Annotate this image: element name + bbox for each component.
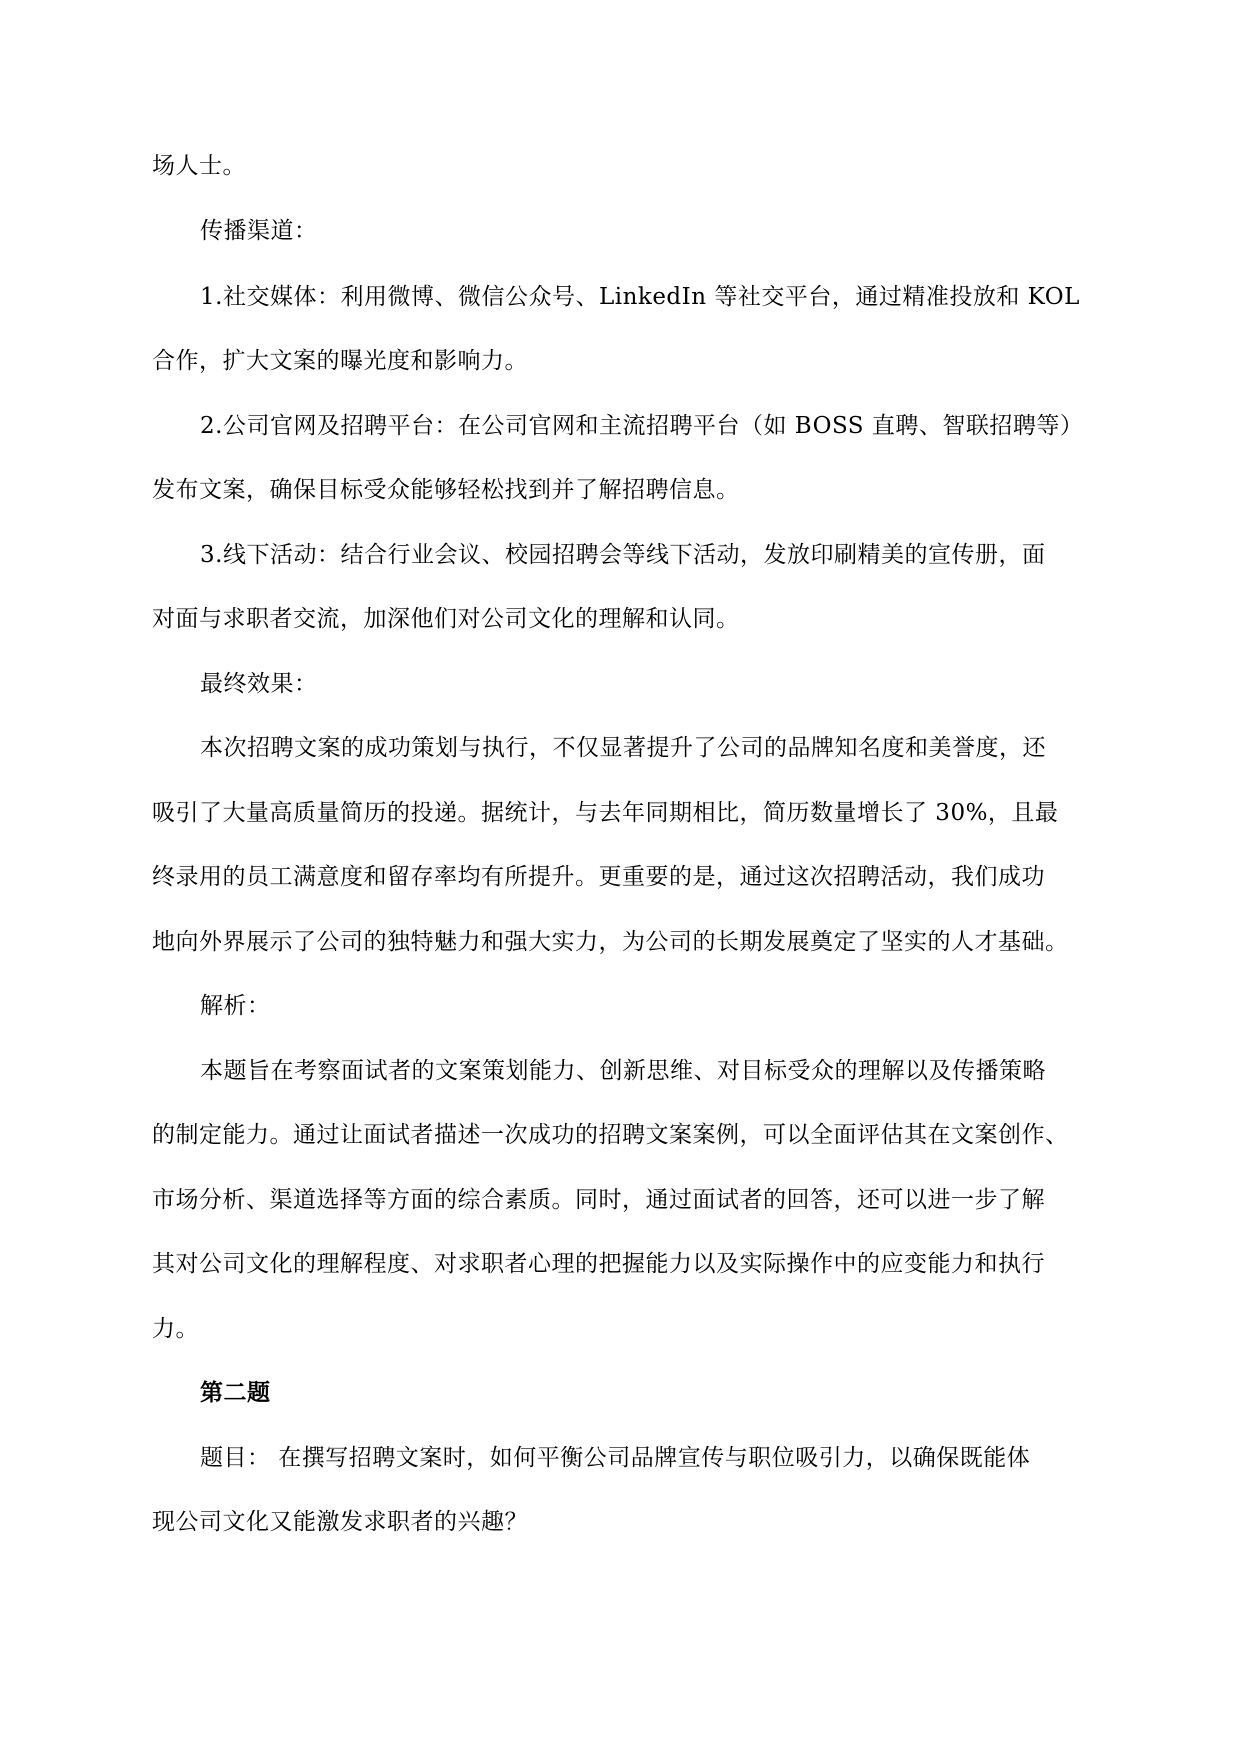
text-line: 合作，扩大文案的曝光度和影响力。: [152, 348, 528, 374]
text-line: 吸引了大量高质量简历的投递。据统计，与去年同期相比，简历数量增长了 30%，且最: [152, 800, 1059, 826]
section-heading: 第二题: [200, 1379, 271, 1406]
text-line: 本次招聘文案的成功策划与执行，不仅显著提升了公司的品牌知名度和美誉度，还: [200, 735, 1046, 761]
text-line: 本题旨在考察面试者的文案策划能力、创新思维、对目标受众的理解以及传播策略: [200, 1058, 1046, 1084]
text-line: 解析：: [200, 993, 271, 1019]
text-line: 的制定能力。通过让面试者描述一次成功的招聘文案案例，可以全面评估其在文案创作、: [152, 1122, 1069, 1148]
text-line: 其对公司文化的理解程度、对求职者心理的把握能力以及实际操作中的应变能力和执行: [152, 1251, 1045, 1277]
text-line: 题目： 在撰写招聘文案时，如何平衡公司品牌宣传与职位吸引力，以确保既能体: [200, 1445, 1031, 1471]
text-line: 终录用的员工满意度和留存率均有所提升。更重要的是，通过这次招聘活动，我们成功: [152, 864, 1045, 890]
text-line: 1.社交媒体：利用微博、微信公众号、LinkedIn 等社交平台，通过精准投放和 KOL: [200, 284, 1080, 310]
text-line: 发布文案，确保目标受众能够轻松找到并了解招聘信息。: [152, 477, 740, 503]
text-line: 场人士。: [152, 153, 246, 179]
text-line: 力。: [152, 1316, 199, 1342]
text-line: 市场分析、渠道选择等方面的综合素质。同时，通过面试者的回答，还可以进一步了解: [152, 1187, 1045, 1213]
text-line: 最终效果：: [200, 671, 318, 697]
text-line: 传播渠道：: [200, 218, 318, 244]
text-line: 3.线下活动：结合行业会议、校园招聘会等线下活动，发放印刷精美的宣传册，面: [200, 542, 1046, 568]
text-line: 地向外界展示了公司的独特魅力和强大实力，为公司的长期发展奠定了坚实的人才基础。: [152, 929, 1069, 955]
text-line: 现公司文化又能激发求职者的兴趣？: [152, 1509, 528, 1535]
text-line: 2.公司官网及招聘平台：在公司官网和主流招聘平台（如 BOSS 直聘、智联招聘等）: [200, 413, 1084, 439]
text-line: 对面与求职者交流，加深他们对公司文化的理解和认同。: [152, 606, 740, 632]
